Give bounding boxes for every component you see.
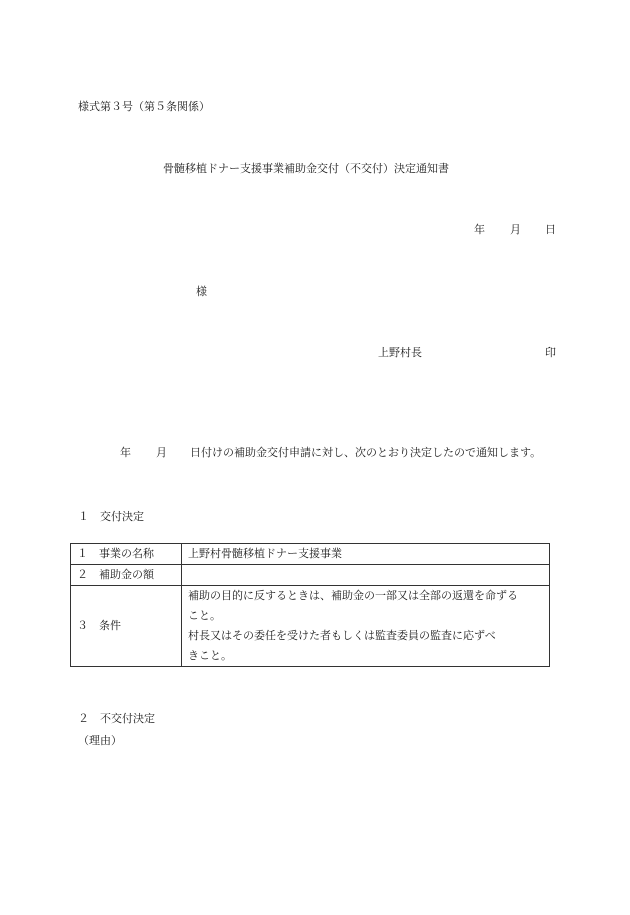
body-year: 年 <box>120 446 131 459</box>
section-grant-decision: １ 交付決定 <box>78 510 144 523</box>
table-row <box>71 586 550 667</box>
conditions-label: ３ 条件 <box>71 586 182 667</box>
condition-line: 補助の目的に反するときは、補助金の一部又は全部の返還を命ずる <box>188 589 518 602</box>
project-name-value: 上野村骨髄移植ドナー支援事業 <box>182 544 550 565</box>
condition-line: 村長又はその委任を受けた者もしくは監査委員の監査に応ずべ <box>188 629 496 642</box>
grant-info-table <box>70 543 550 667</box>
project-name-label: １ 事業の名称 <box>71 544 182 565</box>
condition-line: きこと。 <box>188 649 232 662</box>
body-text: 日付けの補助金交付申請に対し、次のとおり決定したので通知します。 <box>190 446 542 459</box>
grant-amount-label: ２ 補助金の額 <box>71 565 182 586</box>
issuer-name: 上野村長 <box>378 346 422 359</box>
section-non-grant-decision: ２ 不交付決定 <box>78 712 155 725</box>
grant-amount-value <box>182 565 550 586</box>
body-month: 月 <box>156 446 167 459</box>
date-year: 年 <box>474 223 485 236</box>
table-row <box>71 544 550 565</box>
date-month: 月 <box>510 223 521 236</box>
form-number: 様式第３号（第５条関係） <box>78 100 210 113</box>
date-day: 日 <box>545 223 556 236</box>
reason-label: （理由） <box>78 734 122 747</box>
table-row <box>71 565 550 586</box>
conditions-value <box>182 586 550 667</box>
condition-line: こと。 <box>188 609 221 622</box>
document-title: 骨髄移植ドナー支援事業補助金交付（不交付）決定通知書 <box>163 162 449 175</box>
addressee-suffix: 様 <box>196 285 207 298</box>
seal-mark: 印 <box>545 346 556 359</box>
